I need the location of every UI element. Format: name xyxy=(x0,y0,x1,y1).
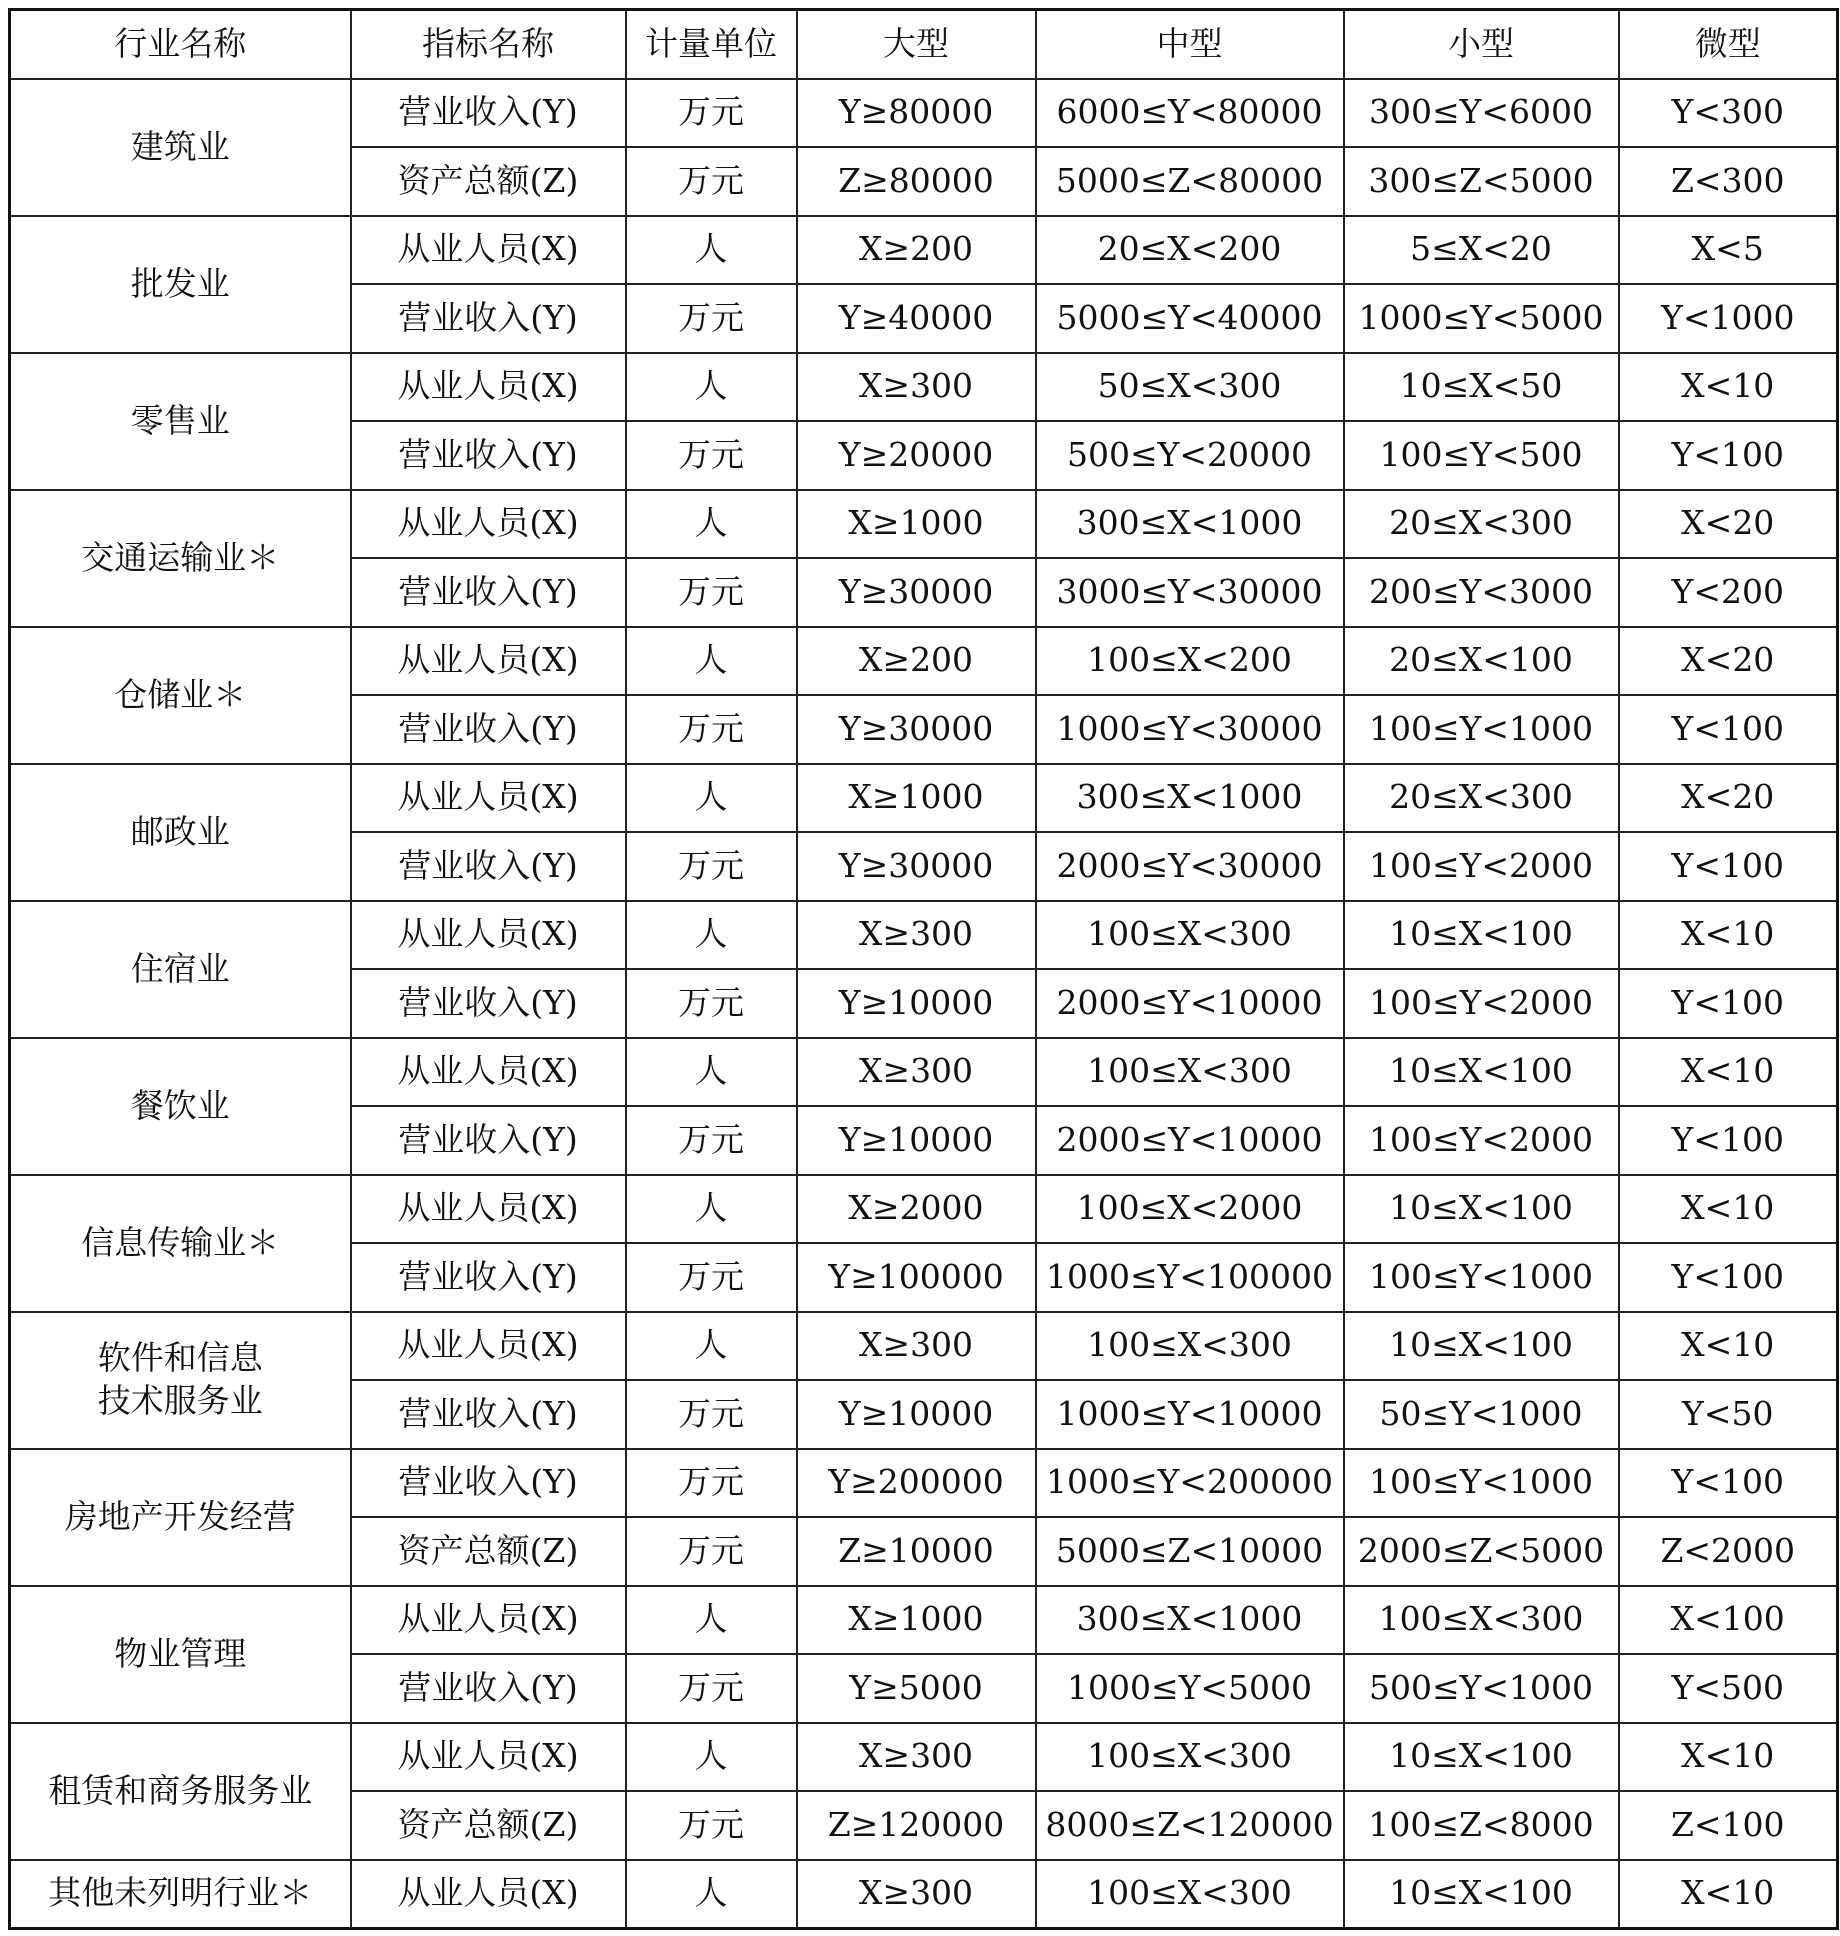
large-cell: Y≥30000 xyxy=(797,695,1036,764)
large-cell: X≥300 xyxy=(797,1723,1036,1792)
table-body xyxy=(10,79,1838,1929)
unit-cell: 万元 xyxy=(626,421,797,490)
medium-cell: 100≤X<300 xyxy=(1036,901,1344,970)
medium-cell: 100≤X<2000 xyxy=(1036,1175,1344,1244)
medium-cell: 500≤Y<20000 xyxy=(1036,421,1344,490)
unit-cell: 万元 xyxy=(626,1791,797,1860)
unit-cell: 人 xyxy=(626,1723,797,1792)
indicator-cell: 从业人员(X) xyxy=(351,216,626,285)
indicator-cell: 从业人员(X) xyxy=(351,490,626,559)
header-row xyxy=(10,10,1838,79)
micro-cell: Y<500 xyxy=(1619,1654,1838,1723)
table-row xyxy=(10,216,1838,285)
indicator-cell: 营业收入(Y) xyxy=(351,284,626,353)
small-cell: 10≤X<100 xyxy=(1344,901,1619,970)
indicator-cell: 营业收入(Y) xyxy=(351,421,626,490)
industry-name-cell xyxy=(10,1449,351,1586)
indicator-cell: 资产总额(Z) xyxy=(351,147,626,216)
medium-cell: 100≤X<300 xyxy=(1036,1312,1344,1381)
unit-cell: 万元 xyxy=(626,1243,797,1312)
unit-cell: 万元 xyxy=(626,1517,797,1586)
medium-cell: 1000≤Y<30000 xyxy=(1036,695,1344,764)
medium-cell: 2000≤Y<10000 xyxy=(1036,1106,1344,1175)
indicator-cell: 从业人员(X) xyxy=(351,1860,626,1929)
micro-cell: X<10 xyxy=(1619,1312,1838,1381)
small-cell: 10≤X<50 xyxy=(1344,353,1619,422)
indicator-cell: 从业人员(X) xyxy=(351,1175,626,1244)
medium-cell: 1000≤Y<10000 xyxy=(1036,1380,1344,1449)
industry-name-cell xyxy=(10,901,351,1038)
industry-name-line: 零售业 xyxy=(130,400,230,440)
small-cell: 5≤X<20 xyxy=(1344,216,1619,285)
small-cell: 100≤Y<1000 xyxy=(1344,1449,1619,1518)
medium-cell: 5000≤Z<10000 xyxy=(1036,1517,1344,1586)
indicator-cell: 营业收入(Y) xyxy=(351,969,626,1038)
large-cell: Y≥5000 xyxy=(797,1654,1036,1723)
industry-name-cell xyxy=(10,79,351,216)
industry-name-cell xyxy=(10,1312,351,1449)
large-cell: Z≥10000 xyxy=(797,1517,1036,1586)
table-row xyxy=(10,901,1838,970)
unit-cell: 万元 xyxy=(626,1380,797,1449)
header-small: 小型 xyxy=(1344,10,1619,79)
micro-cell: Z<100 xyxy=(1619,1791,1838,1860)
micro-cell: X<20 xyxy=(1619,627,1838,696)
micro-cell: Y<100 xyxy=(1619,421,1838,490)
micro-cell: Z<300 xyxy=(1619,147,1838,216)
large-cell: X≥300 xyxy=(797,1860,1036,1929)
large-cell: X≥1000 xyxy=(797,764,1036,833)
micro-cell: X<10 xyxy=(1619,1038,1838,1107)
small-cell: 10≤X<100 xyxy=(1344,1723,1619,1792)
industry-name-line: 租赁和商务服务业 xyxy=(48,1770,313,1810)
unit-cell: 万元 xyxy=(626,695,797,764)
large-cell: X≥300 xyxy=(797,1312,1036,1381)
unit-cell: 万元 xyxy=(626,1449,797,1518)
indicator-cell: 营业收入(Y) xyxy=(351,558,626,627)
large-cell: Y≥200000 xyxy=(797,1449,1036,1518)
large-cell: X≥2000 xyxy=(797,1175,1036,1244)
large-cell: Y≥10000 xyxy=(797,969,1036,1038)
unit-cell: 人 xyxy=(626,216,797,285)
small-cell: 100≤Y<2000 xyxy=(1344,969,1619,1038)
small-cell: 20≤X<300 xyxy=(1344,764,1619,833)
indicator-cell: 从业人员(X) xyxy=(351,353,626,422)
medium-cell: 100≤X<300 xyxy=(1036,1038,1344,1107)
table-row xyxy=(10,1175,1838,1244)
table-row xyxy=(10,1449,1838,1518)
header-industry: 行业名称 xyxy=(10,10,351,79)
micro-cell: X<20 xyxy=(1619,490,1838,559)
unit-cell: 人 xyxy=(626,1312,797,1381)
large-cell: Y≥10000 xyxy=(797,1106,1036,1175)
micro-cell: X<10 xyxy=(1619,1723,1838,1792)
header-large: 大型 xyxy=(797,10,1036,79)
micro-cell: X<10 xyxy=(1619,901,1838,970)
micro-cell: X<10 xyxy=(1619,1860,1838,1929)
micro-cell: Z<2000 xyxy=(1619,1517,1838,1586)
unit-cell: 人 xyxy=(626,1175,797,1244)
small-cell: 10≤X<100 xyxy=(1344,1860,1619,1929)
industry-name-cell xyxy=(10,216,351,353)
indicator-cell: 从业人员(X) xyxy=(351,1312,626,1381)
small-cell: 100≤Y<1000 xyxy=(1344,1243,1619,1312)
large-cell: Y≥20000 xyxy=(797,421,1036,490)
industry-name-line: 交通运输业＊ xyxy=(81,537,280,577)
medium-cell: 300≤X<1000 xyxy=(1036,764,1344,833)
industry-name-line: 餐饮业 xyxy=(130,1085,230,1125)
industry-name-cell xyxy=(10,1586,351,1723)
micro-cell: Y<50 xyxy=(1619,1380,1838,1449)
enterprise-size-standard-table xyxy=(8,8,1839,1930)
small-cell: 100≤Y<1000 xyxy=(1344,695,1619,764)
unit-cell: 人 xyxy=(626,764,797,833)
unit-cell: 人 xyxy=(626,1586,797,1655)
medium-cell: 50≤X<300 xyxy=(1036,353,1344,422)
medium-cell: 300≤X<1000 xyxy=(1036,1586,1344,1655)
small-cell: 300≤Y<6000 xyxy=(1344,79,1619,148)
indicator-cell: 从业人员(X) xyxy=(351,901,626,970)
small-cell: 500≤Y<1000 xyxy=(1344,1654,1619,1723)
small-cell: 50≤Y<1000 xyxy=(1344,1380,1619,1449)
micro-cell: Y<100 xyxy=(1619,832,1838,901)
indicator-cell: 营业收入(Y) xyxy=(351,79,626,148)
large-cell: Y≥40000 xyxy=(797,284,1036,353)
large-cell: X≥1000 xyxy=(797,1586,1036,1655)
large-cell: X≥300 xyxy=(797,353,1036,422)
table-row xyxy=(10,1723,1838,1792)
small-cell: 10≤X<100 xyxy=(1344,1038,1619,1107)
medium-cell: 300≤X<1000 xyxy=(1036,490,1344,559)
unit-cell: 万元 xyxy=(626,1106,797,1175)
table-row xyxy=(10,353,1838,422)
medium-cell: 100≤X<200 xyxy=(1036,627,1344,696)
large-cell: X≥300 xyxy=(797,901,1036,970)
small-cell: 1000≤Y<5000 xyxy=(1344,284,1619,353)
unit-cell: 万元 xyxy=(626,558,797,627)
micro-cell: X<5 xyxy=(1619,216,1838,285)
industry-name-cell xyxy=(10,1860,351,1929)
small-cell: 200≤Y<3000 xyxy=(1344,558,1619,627)
indicator-cell: 从业人员(X) xyxy=(351,1723,626,1792)
medium-cell: 5000≤Z<80000 xyxy=(1036,147,1344,216)
micro-cell: Y<100 xyxy=(1619,969,1838,1038)
large-cell: X≥1000 xyxy=(797,490,1036,559)
industry-name-line: 技术服务业 xyxy=(97,1381,263,1420)
medium-cell: 5000≤Y<40000 xyxy=(1036,284,1344,353)
indicator-cell: 营业收入(Y) xyxy=(351,1243,626,1312)
large-cell: X≥200 xyxy=(797,216,1036,285)
header-indicator: 指标名称 xyxy=(351,10,626,79)
header-unit: 计量单位 xyxy=(626,10,797,79)
medium-cell: 100≤X<300 xyxy=(1036,1860,1344,1929)
large-cell: Y≥100000 xyxy=(797,1243,1036,1312)
unit-cell: 人 xyxy=(626,353,797,422)
industry-name-line: 软件和信息 xyxy=(97,1338,263,1378)
industry-name-line: 住宿业 xyxy=(130,948,230,988)
industry-name-line: 房地产开发经营 xyxy=(64,1496,296,1536)
small-cell: 100≤X<300 xyxy=(1344,1586,1619,1655)
table-row xyxy=(10,1586,1838,1655)
unit-cell: 万元 xyxy=(626,1654,797,1723)
industry-name-line: 批发业 xyxy=(130,263,230,303)
small-cell: 100≤Y<500 xyxy=(1344,421,1619,490)
medium-cell: 3000≤Y<30000 xyxy=(1036,558,1344,627)
small-cell: 300≤Z<5000 xyxy=(1344,147,1619,216)
small-cell: 20≤X<100 xyxy=(1344,627,1619,696)
table-row xyxy=(10,764,1838,833)
indicator-cell: 从业人员(X) xyxy=(351,764,626,833)
large-cell: Y≥30000 xyxy=(797,558,1036,627)
medium-cell: 2000≤Y<30000 xyxy=(1036,832,1344,901)
industry-name-cell xyxy=(10,1175,351,1312)
unit-cell: 人 xyxy=(626,1038,797,1107)
large-cell: Z≥120000 xyxy=(797,1791,1036,1860)
medium-cell: 2000≤Y<10000 xyxy=(1036,969,1344,1038)
indicator-cell: 营业收入(Y) xyxy=(351,695,626,764)
small-cell: 100≤Y<2000 xyxy=(1344,1106,1619,1175)
indicator-cell: 资产总额(Z) xyxy=(351,1791,626,1860)
medium-cell: 20≤X<200 xyxy=(1036,216,1344,285)
micro-cell: Y<100 xyxy=(1619,1106,1838,1175)
medium-cell: 1000≤Y<200000 xyxy=(1036,1449,1344,1518)
medium-cell: 6000≤Y<80000 xyxy=(1036,79,1344,148)
unit-cell: 万元 xyxy=(626,969,797,1038)
table-row xyxy=(10,627,1838,696)
industry-name-line: 物业管理 xyxy=(114,1633,247,1673)
table-row xyxy=(10,1312,1838,1381)
large-cell: Z≥80000 xyxy=(797,147,1036,216)
indicator-cell: 资产总额(Z) xyxy=(351,1517,626,1586)
header-medium: 中型 xyxy=(1036,10,1344,79)
indicator-cell: 从业人员(X) xyxy=(351,1586,626,1655)
unit-cell: 人 xyxy=(626,490,797,559)
micro-cell: Y<300 xyxy=(1619,79,1838,148)
medium-cell: 100≤X<300 xyxy=(1036,1723,1344,1792)
micro-cell: Y<200 xyxy=(1619,558,1838,627)
industry-name-line: 建筑业 xyxy=(130,126,230,166)
indicator-cell: 从业人员(X) xyxy=(351,627,626,696)
large-cell: Y≥10000 xyxy=(797,1380,1036,1449)
unit-cell: 人 xyxy=(626,1860,797,1929)
micro-cell: Y<100 xyxy=(1619,1449,1838,1518)
micro-cell: X<10 xyxy=(1619,1175,1838,1244)
medium-cell: 1000≤Y<100000 xyxy=(1036,1243,1344,1312)
micro-cell: X<100 xyxy=(1619,1586,1838,1655)
header-micro: 微型 xyxy=(1619,10,1838,79)
unit-cell: 万元 xyxy=(626,147,797,216)
indicator-cell: 营业收入(Y) xyxy=(351,1380,626,1449)
table-row xyxy=(10,1038,1838,1107)
large-cell: Y≥80000 xyxy=(797,79,1036,148)
small-cell: 10≤X<100 xyxy=(1344,1175,1619,1244)
industry-name-line: 其他未列明行业＊ xyxy=(48,1873,313,1913)
micro-cell: Y<1000 xyxy=(1619,284,1838,353)
table-row xyxy=(10,79,1838,148)
indicator-cell: 营业收入(Y) xyxy=(351,1449,626,1518)
unit-cell: 万元 xyxy=(626,79,797,148)
small-cell: 100≤Y<2000 xyxy=(1344,832,1619,901)
unit-cell: 人 xyxy=(626,901,797,970)
table-row xyxy=(10,490,1838,559)
indicator-cell: 营业收入(Y) xyxy=(351,832,626,901)
industry-name-cell xyxy=(10,627,351,764)
indicator-cell: 营业收入(Y) xyxy=(351,1106,626,1175)
industry-name-cell xyxy=(10,764,351,901)
medium-cell: 1000≤Y<5000 xyxy=(1036,1654,1344,1723)
micro-cell: X<10 xyxy=(1619,353,1838,422)
unit-cell: 万元 xyxy=(626,284,797,353)
small-cell: 20≤X<300 xyxy=(1344,490,1619,559)
table-row xyxy=(10,1860,1838,1929)
unit-cell: 人 xyxy=(626,627,797,696)
unit-cell: 万元 xyxy=(626,832,797,901)
indicator-cell: 从业人员(X) xyxy=(351,1038,626,1107)
small-cell: 10≤X<100 xyxy=(1344,1312,1619,1381)
large-cell: X≥200 xyxy=(797,627,1036,696)
micro-cell: Y<100 xyxy=(1619,1243,1838,1312)
industry-name-cell xyxy=(10,353,351,490)
small-cell: 100≤Z<8000 xyxy=(1344,1791,1619,1860)
large-cell: Y≥30000 xyxy=(797,832,1036,901)
medium-cell: 8000≤Z<120000 xyxy=(1036,1791,1344,1860)
large-cell: X≥300 xyxy=(797,1038,1036,1107)
indicator-cell: 营业收入(Y) xyxy=(351,1654,626,1723)
industry-name-line: 邮政业 xyxy=(130,811,230,851)
small-cell: 2000≤Z<5000 xyxy=(1344,1517,1619,1586)
industry-name-cell xyxy=(10,490,351,627)
industry-name-line: 信息传输业＊ xyxy=(81,1222,280,1262)
industry-name-line: 仓储业＊ xyxy=(114,674,247,714)
micro-cell: X<20 xyxy=(1619,764,1838,833)
micro-cell: Y<100 xyxy=(1619,695,1838,764)
industry-name-cell xyxy=(10,1038,351,1175)
industry-name-cell xyxy=(10,1723,351,1860)
